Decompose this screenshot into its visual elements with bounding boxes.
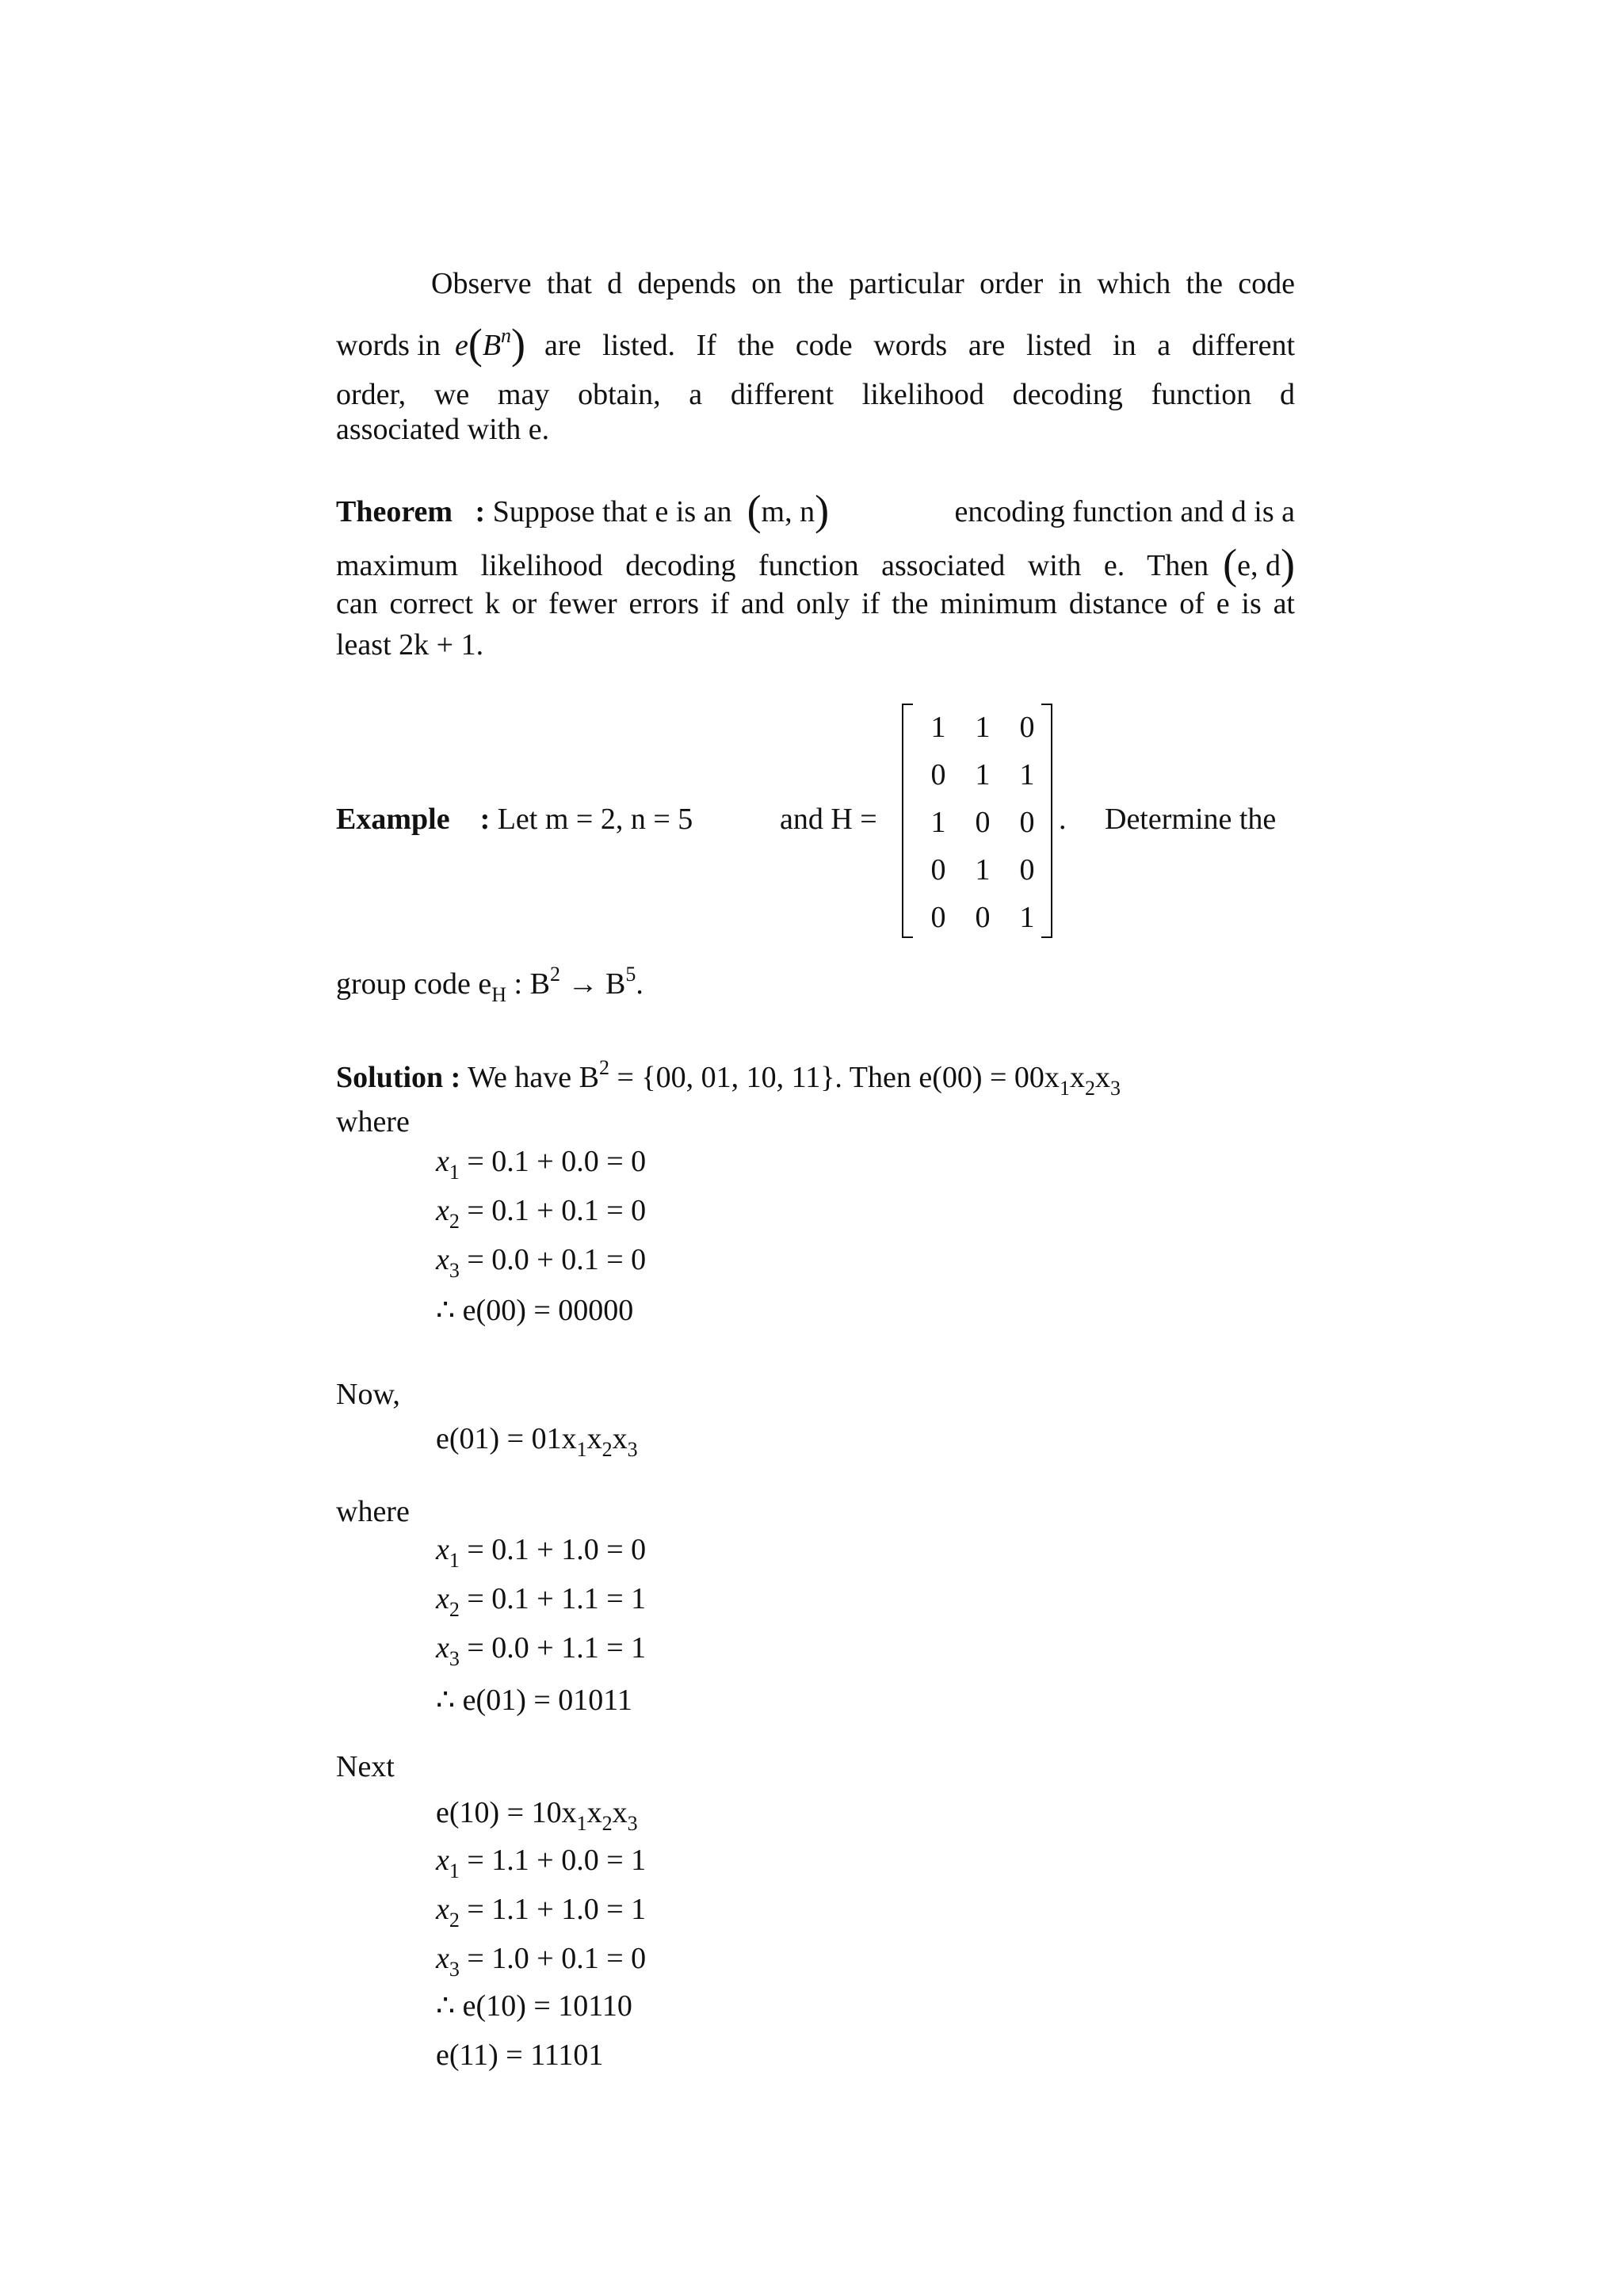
equation-line: $x_1 = 0.1 + 0.0 = 0$ bbox=[436, 1145, 647, 1184]
equation-e10: $e(10) = 10x_1x_2x_3$ bbox=[436, 1796, 638, 1835]
solution-line1: Solution : We have $B^2 = \{00$, 01, 10, 11}. Then $e(00) = 00x_1x_2x_3$ bbox=[336, 1056, 1121, 1100]
matrix-h bbox=[902, 704, 1052, 938]
solution-next: Next bbox=[336, 1750, 395, 1783]
equation-e01: $e(01) = 01x_1x_2x_3$ bbox=[436, 1422, 638, 1461]
result-e10: ∴ e(10) = 10110 bbox=[436, 1989, 632, 2023]
matrix-left-bracket bbox=[902, 704, 913, 938]
example-line2: group code $e_H$ : $B^2 \to B^5$. bbox=[336, 963, 643, 1006]
equation-line: $x_2 = 0.1 + 0.1 = 0$ bbox=[436, 1194, 647, 1233]
example-label: Example bbox=[336, 803, 450, 836]
formula-mn: m, n bbox=[761, 495, 815, 528]
solution-now: Now, bbox=[336, 1378, 400, 1411]
matrix-cell: 1 bbox=[1019, 901, 1035, 934]
paragraph-intro bbox=[336, 265, 1295, 303]
theorem-line1: Theorem : Suppose that e is an (m, n) encoding function and d is a bbox=[336, 486, 1295, 534]
example-determine: Determine the bbox=[1105, 803, 1277, 836]
solution-label: Solution : bbox=[336, 1061, 461, 1094]
matrix-cell: 1 bbox=[930, 806, 946, 839]
matrix-cell: 1 bbox=[975, 711, 991, 744]
para1-words-in: words in bbox=[336, 329, 441, 362]
matrix-cell: 0 bbox=[930, 853, 946, 887]
matrix-cell: 0 bbox=[1019, 711, 1035, 744]
example-row: Example : Let m = 2, n = 5 and H = . Determine the bbox=[336, 800, 1295, 838]
theorem-line2: maximum likelihood decoding function associated with e. Then (e, d) bbox=[336, 540, 1295, 588]
result-e11: e(11) = 11101 bbox=[436, 2039, 604, 2072]
matrix-grid bbox=[916, 708, 1049, 946]
matrix-cell: 0 bbox=[930, 758, 946, 791]
matrix-cell: 0 bbox=[1019, 806, 1035, 839]
matrix-cell: 0 bbox=[1019, 853, 1035, 887]
matrix-cell: 0 bbox=[930, 901, 946, 934]
para1-line4: associated with e. bbox=[336, 413, 550, 446]
equation-line: $x_2 = 1.1 + 1.0 = 1$ bbox=[436, 1893, 647, 1932]
equation-line: $x_2 = 0.1 + 1.1 = 1$ bbox=[436, 1582, 647, 1621]
theorem-line4: least 2k + 1. bbox=[336, 628, 484, 662]
para1-line3: order, we may obtain, a different likelihood decoding function d bbox=[336, 378, 1295, 411]
matrix-cell: 0 bbox=[975, 806, 991, 839]
example-and: and H = bbox=[780, 803, 877, 836]
equation-line: $x_1 = 1.1 + 0.0 = 1$ bbox=[436, 1844, 647, 1882]
formula-e-bn: $e(B^n)$ bbox=[454, 320, 526, 368]
para1-line2 bbox=[336, 317, 1295, 368]
matrix-cell: 1 bbox=[1019, 758, 1035, 791]
para1-listed: are listed. If the code words are listed in a different bbox=[544, 329, 1295, 362]
solution-where-1: where bbox=[336, 1105, 410, 1138]
equation-line: $x_3 = 0.0 + 1.1 = 1$ bbox=[436, 1631, 647, 1670]
equation-line: $x_1 = 0.1 + 1.0 = 0$ bbox=[436, 1533, 647, 1572]
para1-line1: Observe that d depends on the particular order in which the code bbox=[431, 267, 1295, 300]
result-e00: ∴ e(00) = 00000 bbox=[436, 1294, 634, 1327]
equation-line: $x_3 = 0.0 + 0.1 = 0$ bbox=[436, 1243, 647, 1282]
result-e01: ∴ e(01) = 01011 bbox=[436, 1684, 632, 1717]
matrix-cell: 0 bbox=[975, 901, 991, 934]
formula-ed: e, d bbox=[1237, 549, 1281, 582]
theorem-label: Theorem bbox=[336, 495, 453, 528]
equation-line: $x_3 = 1.0 + 0.1 = 0$ bbox=[436, 1942, 647, 1981]
solution-where-2: where bbox=[336, 1495, 410, 1528]
matrix-cell: 1 bbox=[930, 711, 946, 744]
matrix-cell: 1 bbox=[975, 853, 991, 887]
theorem-line3: can correct k or fewer errors if and only if the minimum distance of e is at bbox=[336, 587, 1295, 620]
matrix-cell: 1 bbox=[975, 758, 991, 791]
